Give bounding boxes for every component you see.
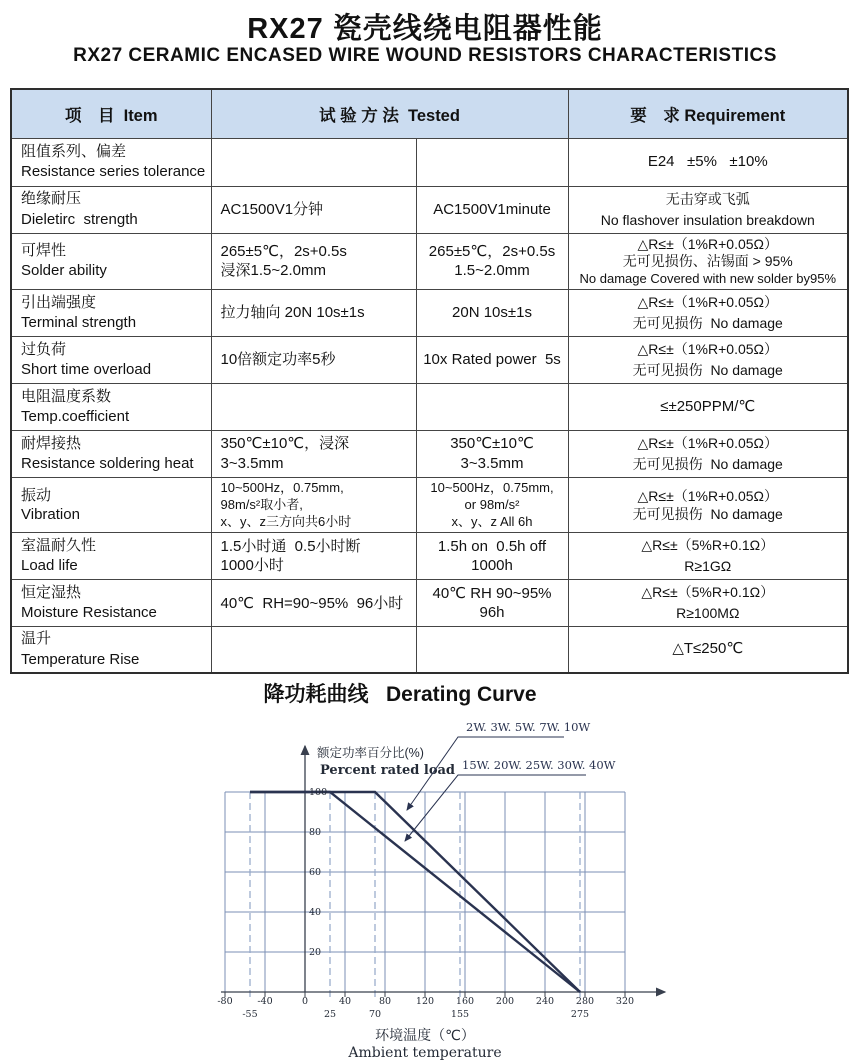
requirement-cell: [568, 533, 848, 580]
test-method-en-line: 3~3.5mm: [460, 454, 524, 472]
test-en-cell: [416, 533, 568, 580]
test-method-zh-line: 拉力轴向 20N 10s±1s: [220, 304, 365, 321]
test-en-cell: [416, 477, 568, 533]
requirement-cell: [568, 580, 848, 627]
svg-text:-80: -80: [217, 996, 233, 1007]
test-zh-cell: [211, 580, 416, 627]
requirement-cell: [568, 383, 848, 430]
item-cell: [11, 627, 211, 673]
test-method-zh-line: 40℃ RH=90~95% 96小时: [220, 594, 404, 612]
test-method-zh-line: 1000小时: [220, 557, 284, 575]
test-en-cell: [416, 627, 568, 673]
test-en-cell: [416, 336, 568, 383]
header-tested: 试 验 方 法 Tested: [211, 89, 568, 138]
item-zh: 可焊性: [21, 241, 67, 259]
svg-text:120: 120: [415, 996, 435, 1007]
test-method-zh-line: 98m/s²取小者,: [220, 496, 303, 512]
requirement-line: R≥100MΩ: [676, 605, 740, 622]
requirement-cell: [568, 289, 848, 336]
derating-curve-chart: [195, 712, 695, 1060]
test-method-zh-line: 265±5℃，2s+0.5s: [220, 242, 347, 260]
test-en-cell: [416, 430, 568, 477]
test-method-en-line: x、y、z All 6h: [451, 513, 533, 529]
test-method-zh-line: AC1500V1分钟: [220, 200, 324, 218]
svg-text:240: 240: [535, 996, 555, 1007]
svg-text:Ambient temperature: Ambient temperature: [348, 1045, 502, 1060]
svg-text:40: 40: [338, 996, 352, 1007]
table-row: [11, 186, 848, 233]
svg-text:100: 100: [309, 787, 328, 798]
table-header-row: [11, 89, 848, 138]
item-cell: [11, 533, 211, 580]
table-row: [11, 477, 848, 533]
requirement-line: 无可见损伤 No damage: [632, 506, 783, 523]
item-en: Dieletirc strength: [21, 210, 138, 228]
test-method-en-line: 40℃ RH 90~95%: [432, 584, 552, 602]
svg-text:160: 160: [455, 996, 475, 1007]
test-zh-cell: [211, 233, 416, 289]
item-zh: 阻值系列、偏差: [21, 142, 127, 160]
svg-text:-40: -40: [257, 996, 273, 1007]
item-en: Temperature Rise: [21, 650, 140, 668]
svg-text:20: 20: [309, 947, 322, 958]
requirement-line: 无可见损伤、沾锡面 > 95%: [622, 253, 793, 269]
test-zh-cell: [211, 430, 416, 477]
requirement-cell: [568, 233, 848, 289]
item-en: Resistance series tolerance: [21, 163, 206, 180]
requirement-line: △R≤±（1%R+0.05Ω）: [637, 340, 778, 357]
item-en: Resistance soldering heat: [21, 454, 194, 472]
svg-text:Percent rated load: Percent rated load: [320, 763, 456, 778]
requirement-cell: [568, 186, 848, 233]
item-cell: [11, 138, 211, 186]
test-en-cell: [416, 186, 568, 233]
test-zh-cell: [211, 533, 416, 580]
table-row: [11, 138, 848, 186]
test-zh-cell: [211, 289, 416, 336]
item-cell: [11, 233, 211, 289]
requirement-line: ≤±250PPM/℃: [660, 397, 756, 415]
item-cell: [11, 289, 211, 336]
requirement-cell: [568, 627, 848, 673]
test-method-zh-line: 10倍额定功率5秒: [220, 351, 336, 368]
svg-text:280: 280: [575, 996, 595, 1007]
table-row: [11, 289, 848, 336]
svg-text:0: 0: [301, 996, 309, 1007]
test-method-en-line: AC1500V1minute: [433, 200, 551, 218]
test-en-cell: [416, 233, 568, 289]
test-method-en-line: 350℃±10℃: [450, 435, 534, 453]
test-method-zh-line: 1.5小时通 0.5小时断: [220, 537, 361, 555]
requirement-cell: [568, 138, 848, 186]
table-row: [11, 383, 848, 430]
test-zh-cell: [211, 138, 416, 186]
item-cell: [11, 336, 211, 383]
item-zh: 振动: [21, 486, 52, 504]
requirement-line: 无可见损伤 No damage: [632, 455, 783, 472]
test-zh-cell: [211, 477, 416, 533]
item-en: Temp.coefficient: [21, 407, 130, 425]
svg-text:320: 320: [615, 996, 635, 1007]
requirement-line: △R≤±（1%R+0.05Ω）: [637, 434, 778, 451]
item-zh: 温升: [21, 630, 52, 648]
svg-text:275: 275: [570, 1009, 590, 1020]
requirement-line: △R≤±（5%R+0.1Ω）: [641, 537, 775, 554]
svg-text:额定功率百分比(%): 额定功率百分比(%): [317, 746, 424, 760]
chart-title: 降功耗曲线 Derating Curve: [263, 683, 537, 706]
requirement-line: 无可见损伤 No damage: [632, 361, 783, 378]
requirement-line: △R≤±（1%R+0.05Ω）: [637, 235, 778, 252]
item-en: Load life: [21, 557, 78, 575]
svg-text:40: 40: [309, 907, 322, 918]
page-subtitle: RX27 CERAMIC ENCASED WIRE WOUND RESISTORS CHARACTERISTICS: [73, 45, 777, 66]
test-method-zh-line: 10~500Hz，0.75mm,: [220, 479, 344, 495]
item-cell: [11, 383, 211, 430]
requirement-line: △R≤±（1%R+0.05Ω）: [637, 487, 778, 504]
test-method-en-line: 1.5h on 0.5h off: [437, 537, 547, 555]
characteristics-table: [10, 88, 849, 674]
requirement-line: E24 ±5% ±10%: [647, 152, 768, 170]
test-method-en-line: 1.5~2.0mm: [454, 262, 530, 280]
test-en-cell: [416, 138, 568, 186]
test-zh-cell: [211, 383, 416, 430]
item-zh: 电阻温度系数: [21, 387, 112, 405]
test-en-cell: [416, 383, 568, 430]
table-row: [11, 430, 848, 477]
item-cell: [11, 186, 211, 233]
test-method-zh-line: 浸深1.5~2.0mm: [220, 262, 326, 280]
test-method-en-line: 265±5℃，2s+0.5s: [428, 242, 556, 260]
requirement-line: 无可见损伤 No damage: [632, 314, 783, 331]
test-zh-cell: [211, 186, 416, 233]
test-method-en-line: 1000h: [471, 557, 513, 575]
svg-text:80: 80: [378, 996, 392, 1007]
svg-text:60: 60: [309, 867, 322, 878]
test-method-en-line: 10x Rated power 5s: [423, 351, 561, 368]
header-requirement: 要 求 Requirement: [568, 89, 848, 138]
table-row: [11, 580, 848, 627]
svg-text:2W. 3W. 5W. 7W. 10W: 2W. 3W. 5W. 7W. 10W: [466, 720, 591, 734]
requirement-line: No damage Covered with new solder by95%: [579, 270, 837, 286]
test-zh-cell: [211, 336, 416, 383]
item-zh: 室温耐久性: [21, 537, 97, 555]
item-zh: 绝缘耐压: [21, 190, 82, 208]
svg-text:-55: -55: [242, 1009, 258, 1020]
item-zh: 过负荷: [21, 340, 67, 358]
item-en: Solder ability: [21, 262, 107, 280]
requirement-line: 无击穿或飞弧: [665, 190, 750, 207]
item-zh: 耐焊接热: [21, 434, 82, 452]
requirement-line: △R≤±（1%R+0.05Ω）: [637, 293, 778, 310]
item-cell: [11, 580, 211, 627]
item-cell: [11, 430, 211, 477]
test-method-en-line: 20N 10s±1s: [452, 304, 532, 321]
test-en-cell: [416, 289, 568, 336]
requirement-line: △R≤±（5%R+0.1Ω）: [641, 584, 775, 601]
requirement-line: △T≤250℃: [672, 640, 744, 658]
item-zh: 引出端强度: [21, 293, 97, 311]
item-en: Short time overload: [21, 360, 152, 378]
requirement-line: R≥1GΩ: [684, 558, 732, 575]
svg-text:70: 70: [368, 1009, 382, 1020]
header-item: 项 目 Item: [11, 89, 211, 138]
requirement-cell: [568, 430, 848, 477]
svg-text:200: 200: [495, 996, 515, 1007]
item-zh: 恒定湿热: [21, 584, 82, 602]
svg-text:环境温度（℃）: 环境温度（℃）: [375, 1027, 475, 1043]
table-row: [11, 533, 848, 580]
test-method-en-line: 10~500Hz，0.75mm,: [430, 479, 554, 495]
test-method-en-line: 96h: [479, 604, 505, 622]
test-zh-cell: [211, 627, 416, 673]
svg-text:25: 25: [323, 1009, 337, 1020]
table-row: [11, 233, 848, 289]
item-cell: [11, 477, 211, 533]
item-en: Terminal strength: [21, 313, 137, 331]
svg-text:80: 80: [309, 827, 322, 838]
svg-text:155: 155: [450, 1009, 470, 1020]
test-method-zh-line: x、y、z三方向共6小时: [220, 513, 352, 529]
test-method-en-line: or 98m/s²: [464, 496, 520, 512]
test-en-cell: [416, 580, 568, 627]
table-row: [11, 336, 848, 383]
requirement-cell: [568, 477, 848, 533]
svg-text:15W. 20W. 25W. 30W. 40W: 15W. 20W. 25W. 30W. 40W: [462, 758, 616, 772]
page-title: RX27 瓷壳线绕电阻器性能: [247, 13, 603, 45]
test-method-zh-line: 350℃±10℃，浸深3~3.5mm: [220, 435, 350, 472]
table-row: [11, 627, 848, 673]
item-en: Moisture Resistance: [21, 604, 157, 622]
requirement-cell: [568, 336, 848, 383]
item-en: Vibration: [21, 506, 80, 524]
requirement-line: No flashover insulation breakdown: [600, 211, 815, 228]
